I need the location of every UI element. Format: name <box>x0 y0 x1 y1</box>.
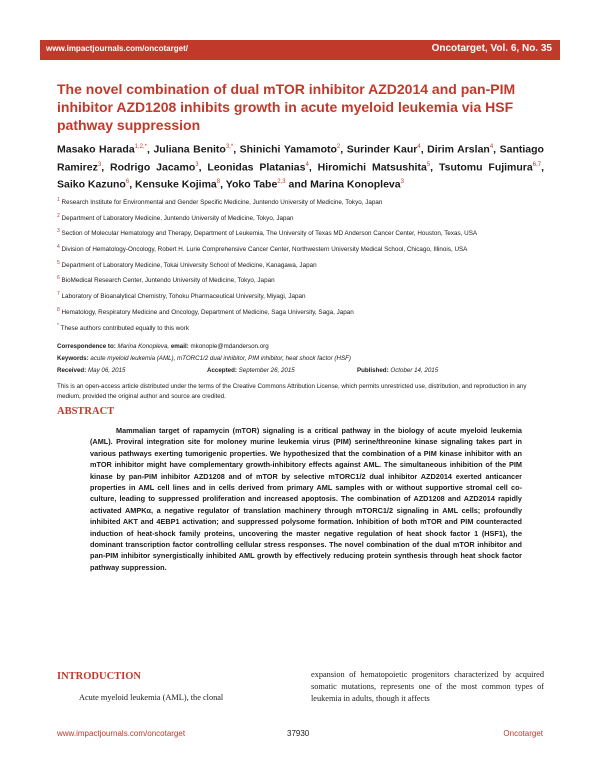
author-list: Masako Harada$^{1,2,*}$, Juliana Benito$^{3,*}$, Shinichi Yamamoto$^2$, Surinder Kaur$^4$, Dirim Arslan$^4$, Santiago Ramirez$^3$, Rodrigo Jacamo$^3$, Leonidas Platanias$^4$, Hiromichi Matsushita$^5$, Tsutomu Fujimura$^{6,7}$, Saiko Kazuno$^6$, Kensuke Kojima$^8$, Yoko Tabe$^{2,3}$ and Marina Konopleva$^3$ <box>57 143 545 191</box>
author-affiliation-marker: 2,3 <box>277 179 286 185</box>
author-name: Marina Konopleva <box>310 178 401 191</box>
journal-citation: Oncotarget, Vol. 6, No. 35 <box>431 43 552 54</box>
affiliations <box>57 195 547 336</box>
author-affiliation-marker: 3 <box>195 161 199 168</box>
affiliation-number: 7 <box>57 291 60 298</box>
affiliation-text: BioMedical Research Center, Juntendo University of Medicine, Tokyo, Japan <box>61 277 275 285</box>
author-affiliation-marker: 5 <box>426 161 431 168</box>
author-name: Santiago Ramirez <box>57 143 544 173</box>
author-name: Masako Harada <box>57 143 135 156</box>
affiliation-item <box>57 226 547 239</box>
author-affiliation-marker: 4 <box>305 161 309 168</box>
keywords-text: acute myeloid leukemia (AML), mTORC1/2 dual inhibitor, PIM inhibitor, heat shock factor (HSF) <box>90 355 351 362</box>
affiliation-item <box>57 289 547 302</box>
abstract-text: Mammalian target of rapamycin (mTOR) signaling is a critical pathway in the biology of acute myeloid leukemia (AML). Proviral integration site for moloney murine leukemia virus (PIM) serine/threonine kinase signaling takes part in various pathways exerting tumorigenic properties. We hypothesized that the combination of a PIM kinase inhibitor with an mTOR inhibitor might have complementary growth-inhibitory effects against AML. The simultaneous inhibition of the PIM kinase by pan-PIM inhibitor AZD1208 and of mTOR by selective mTORC1/2 dual inhibitor AZD2014 exerted anticancer properties in AML cell lines and in cells derived from primary AML samples with or without supportive stromal cell co-culture, leading to suppressed proliferation and increased apoptosis. The combination of AZD1208 and AZD2014 rapidly activated AMPKα, a negative regulator of translation machinery through mTORC1/2 signaling in AML cells; profoundly inhibited AKT and 4EBP1 activation; and suppressed polysome formation. Inhibition of both mTOR and PIM counteracted induction of heat-shock family proteins, uncovering the master negative regulation of heat shock factor 1 (HSF1), the dominant transcription factor controlling cellular stress responses. The novel combination of the dual mTOR inhibitor and pan-PIM inhibitor synergistically inhibited AML growth by effectively reducing protein synthesis through heat shock factor pathway suppression. <box>90 426 522 572</box>
correspondence-label: Correspondence to: <box>57 343 116 350</box>
author-name: Saiko Kazuno <box>57 178 126 191</box>
author-name: Kensuke Kojima <box>135 178 217 191</box>
affiliation-text: Department of Laboratory Medicine, Tokai University School of Medicine, Kanagawa, Japan <box>61 261 317 269</box>
footer-journal: Oncotarget <box>503 729 543 738</box>
introduction-left-column: Acute myeloid leukemia (AML), the clonal <box>79 693 224 702</box>
author-name: Hiromichi Matsushita <box>317 161 427 173</box>
affiliation-item <box>57 321 547 334</box>
author-name: Juliana Benito <box>153 143 226 156</box>
accepted-label: Accepted: <box>207 367 237 374</box>
author-name: Rodrigo Jacamo <box>110 161 196 173</box>
published-date: October 14, 2015 <box>390 367 439 374</box>
footer-url[interactable]: www.impactjournals.com/oncotarget <box>57 729 186 738</box>
affiliation-text: Research Institute for Environmental and Gender Specific Medicine, Juntendo University of Medicine, Tokyo, Japan <box>61 199 383 207</box>
journal-url[interactable]: www.impactjournals.com/oncotarget/ <box>46 44 188 53</box>
affiliation-number: 2 <box>57 212 60 219</box>
affiliation-number: 3 <box>57 228 60 235</box>
page-number: 37930 <box>287 729 310 738</box>
author-affiliation-marker: 3 <box>400 179 404 185</box>
affiliation-text: Section of Molecular Hematology and Therapy, Department of Leukemia, The University of Texas MD Anderson Cancer Center, Houston, Texas, USA <box>61 230 478 238</box>
author-affiliation-marker: 6 <box>125 179 130 185</box>
author-affiliation-marker: 2 <box>336 144 341 150</box>
accepted-date: September 26, 2015 <box>238 367 295 374</box>
affiliation-number: 1 <box>57 197 60 203</box>
keywords-label: Keywords: <box>57 355 89 362</box>
author-name: Dirim Arslan <box>427 143 490 156</box>
correspondence <box>57 343 269 350</box>
affiliation-number: 5 <box>57 259 60 266</box>
author-affiliation-marker: 3 <box>97 161 102 168</box>
author-affiliation-marker: 4 <box>489 144 494 150</box>
author-name: Yoko Tabe <box>225 178 278 191</box>
article-dates <box>57 367 547 374</box>
affiliation-number: 4 <box>57 244 60 251</box>
affiliation-text: These authors contributed equally to this work <box>60 324 190 332</box>
header-bar <box>40 40 560 60</box>
author-affiliation-marker: 8 <box>216 179 221 185</box>
author-affiliation-marker: 4 <box>417 144 421 150</box>
affiliation-number: 8 <box>57 306 60 313</box>
author-name: Leonidas Platanias <box>207 161 306 173</box>
received-date: May 06, 2015 <box>87 367 126 374</box>
affiliation-text: Division of Hematology-Oncology, Robert H. Lurie Comprehensive Cancer Center, Northwestern University Medical School, Chicago, Illinois, USA <box>61 246 468 254</box>
correspondence-name: Marina Konopleva, <box>117 343 170 350</box>
introduction-right-column: expansion of hematopoietic progenitors characterized by acquired somatic mutations, represents one of the most common types of leukemia in adults, though it affects <box>311 670 544 703</box>
author-name: Tsutomu Fujimura <box>438 161 533 173</box>
affiliation-text: Hematology, Respiratory Medicine and Oncology, Department of Medicine, Saga University, Saga, Japan <box>61 308 354 316</box>
email-link[interactable]: mkonople@mdanderson.org <box>190 343 269 350</box>
author-name: Surinder Kaur <box>346 143 418 156</box>
author-affiliation-marker: 3,* <box>225 144 234 150</box>
affiliation-item <box>57 305 547 318</box>
affiliation-item <box>57 273 547 286</box>
affiliation-item <box>57 242 547 255</box>
affiliation-text: Laboratory of Bioanalytical Chemistry, Tohoku Pharmaceutical University, Miyagi, Japan <box>61 293 306 301</box>
author-name: Shinichi Yamamoto <box>239 143 337 156</box>
keywords <box>57 355 351 362</box>
published-label: Published: <box>357 367 389 374</box>
abstract-heading: ABSTRACT <box>57 406 115 417</box>
license-statement: This is an open-access article distributed under the terms of the Creative Commons Attribution License, which permits unrestricted use, distribution, and reproduction in any medium, provided the original author and source are credited. <box>57 383 527 400</box>
affiliation-number: * <box>57 322 59 329</box>
article-title: The novel combination of dual mTOR inhibitor AZD2014 and pan-PIM inhibitor AZD1208 inhibits growth in acute myeloid leukemia via HSF pathway suppression <box>57 81 516 133</box>
affiliation-item <box>57 258 547 271</box>
affiliation-number: 6 <box>57 275 60 282</box>
affiliation-text: Department of Laboratory Medicine, Juntendo University of Medicine, Tokyo, Japan <box>61 214 294 222</box>
email-label: email: <box>170 343 189 350</box>
affiliation-item <box>57 211 547 224</box>
author-affiliation-marker: 1,2,* <box>134 144 147 150</box>
introduction-heading: INTRODUCTION <box>57 671 142 682</box>
author-affiliation-marker: 6,7 <box>532 161 542 168</box>
affiliation-item <box>57 195 547 208</box>
received-label: Received: <box>57 367 87 374</box>
